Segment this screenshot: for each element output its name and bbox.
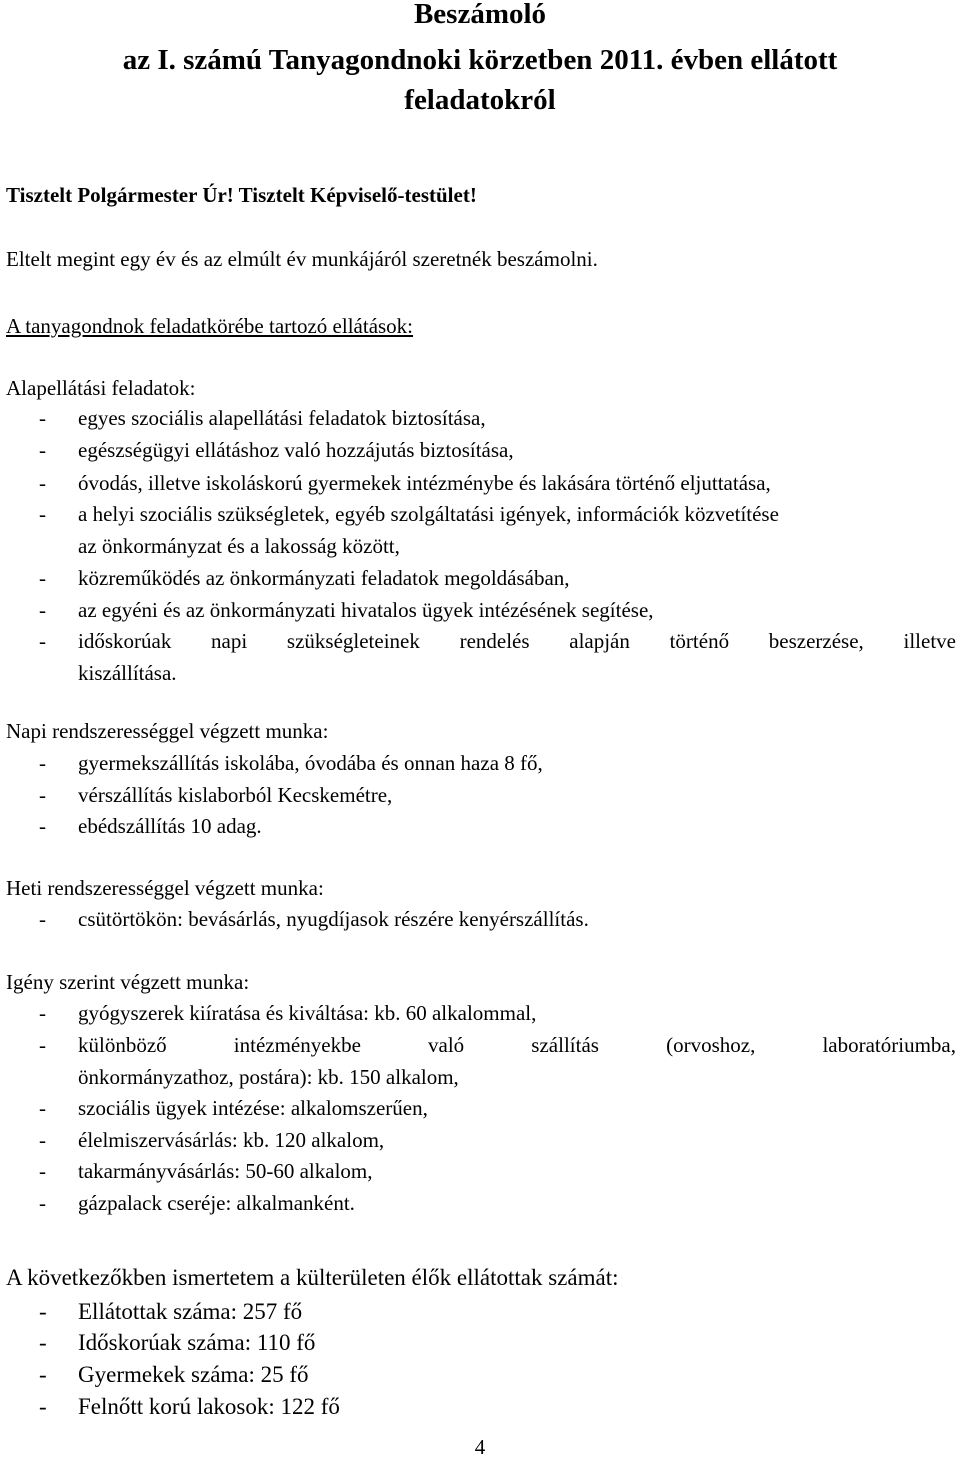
title-line-1: Beszámoló [413, 0, 547, 30]
served-heading: A következőkben ismertetem a külterületen élők ellátottak számát: [6, 1265, 619, 1290]
dash-bullet: - [39, 1191, 46, 1215]
daily-work-heading: Napi rendszerességgel végzett munka: [6, 719, 329, 743]
section-heading: A tanyagondnok feladatkörébe tartozó ellátások: [6, 314, 414, 338]
dash-bullet: - [39, 1128, 46, 1152]
dash-bullet: - [39, 1096, 46, 1120]
list-item-continuation: önkormányzathoz, postára): kb. 150 alkalom, [78, 1065, 459, 1089]
dash-bullet: - [39, 1159, 46, 1183]
list-item-text: Időskorúak száma: 110 fő [78, 1330, 316, 1355]
dash-bullet: - [39, 1001, 46, 1025]
list-item-text: egészségügyi ellátáshoz való hozzájutás biztosítása, [78, 438, 514, 462]
weekly-work-heading: Heti rendszerességgel végzett munka: [6, 876, 324, 900]
list-item-text: különböző intézményekbe való szállítás (orvoshoz, laboratóriumba, [78, 1033, 956, 1057]
list-item-continuation: kiszállítása. [78, 661, 177, 685]
dash-bullet: - [39, 566, 46, 590]
dash-bullet: - [39, 907, 46, 931]
list-item-text: óvodás, illetve iskoláskorú gyermekek intézménybe és lakására történő eljuttatása, [78, 471, 771, 495]
dash-bullet: - [39, 814, 46, 838]
list-item-text: ebédszállítás 10 adag. [78, 814, 262, 838]
page-number: 4 [474, 1435, 486, 1459]
dash-bullet: - [39, 629, 46, 653]
dash-bullet: - [39, 1299, 47, 1324]
list-item-continuation: az önkormányzat és a lakosság között, [78, 534, 400, 558]
list-item-text: gázpalack cseréje: alkalmanként. [78, 1191, 355, 1215]
list-item-text: Ellátottak száma: 257 fő [78, 1299, 303, 1324]
list-item-text: gyógyszerek kiíratása és kiváltása: kb. 60 alkalommal, [78, 1001, 537, 1025]
list-item-text: csütörtökön: bevásárlás, nyugdíjasok részére kenyérszállítás. [78, 907, 589, 931]
title-line-3: feladatokról [404, 84, 556, 116]
intro-paragraph: Eltelt megint egy év és az elmúlt év munkájáról szeretnék beszámolni. [6, 247, 598, 271]
list-item-text: időskorúak napi szükségleteinek rendelés alapján történő beszerzése, illetve [78, 629, 956, 653]
dash-bullet: - [39, 1033, 46, 1057]
dash-bullet: - [39, 1330, 47, 1355]
list-item-text: takarmányvásárlás: 50-60 alkalom, [78, 1159, 373, 1183]
dash-bullet: - [39, 1362, 47, 1387]
dash-bullet: - [39, 598, 46, 622]
list-item-text: Felnőtt korú lakosok: 122 fő [78, 1394, 340, 1419]
dash-bullet: - [39, 406, 46, 430]
on-demand-work-heading: Igény szerint végzett munka: [6, 970, 250, 994]
list-item-text: a helyi szociális szükségletek, egyéb szolgáltatási igények, információk közvetítése [78, 502, 779, 526]
basic-tasks-heading: Alapellátási feladatok: [6, 376, 196, 400]
list-item-text: szociális ügyek intézése: alkalomszerűen, [78, 1096, 428, 1120]
dash-bullet: - [39, 1394, 47, 1419]
salutation: Tisztelt Polgármester Úr! Tisztelt Képviselő-testület! [6, 183, 477, 207]
dash-bullet: - [39, 751, 46, 775]
list-item-text: egyes szociális alapellátási feladatok biztosítása, [78, 406, 486, 430]
dash-bullet: - [39, 471, 46, 495]
list-item-text: Gyermekek száma: 25 fő [78, 1362, 309, 1387]
dash-bullet: - [39, 783, 46, 807]
dash-bullet: - [39, 502, 46, 526]
dash-bullet: - [39, 438, 46, 462]
list-item-text: közreműködés az önkormányzati feladatok megoldásában, [78, 566, 570, 590]
list-item-text: gyermekszállítás iskolába, óvodába és onnan haza 8 fő, [78, 751, 543, 775]
list-item-text: az egyéni és az önkormányzati hivatalos ügyek intézésének segítése, [78, 598, 654, 622]
title-line-2: az I. számú Tanyagondnoki körzetben 2011. évben ellátott [122, 44, 838, 76]
list-item-text: vérszállítás kislaborból Kecskemétre, [78, 783, 393, 807]
list-item-text: élelmiszervásárlás: kb. 120 alkalom, [78, 1128, 385, 1152]
